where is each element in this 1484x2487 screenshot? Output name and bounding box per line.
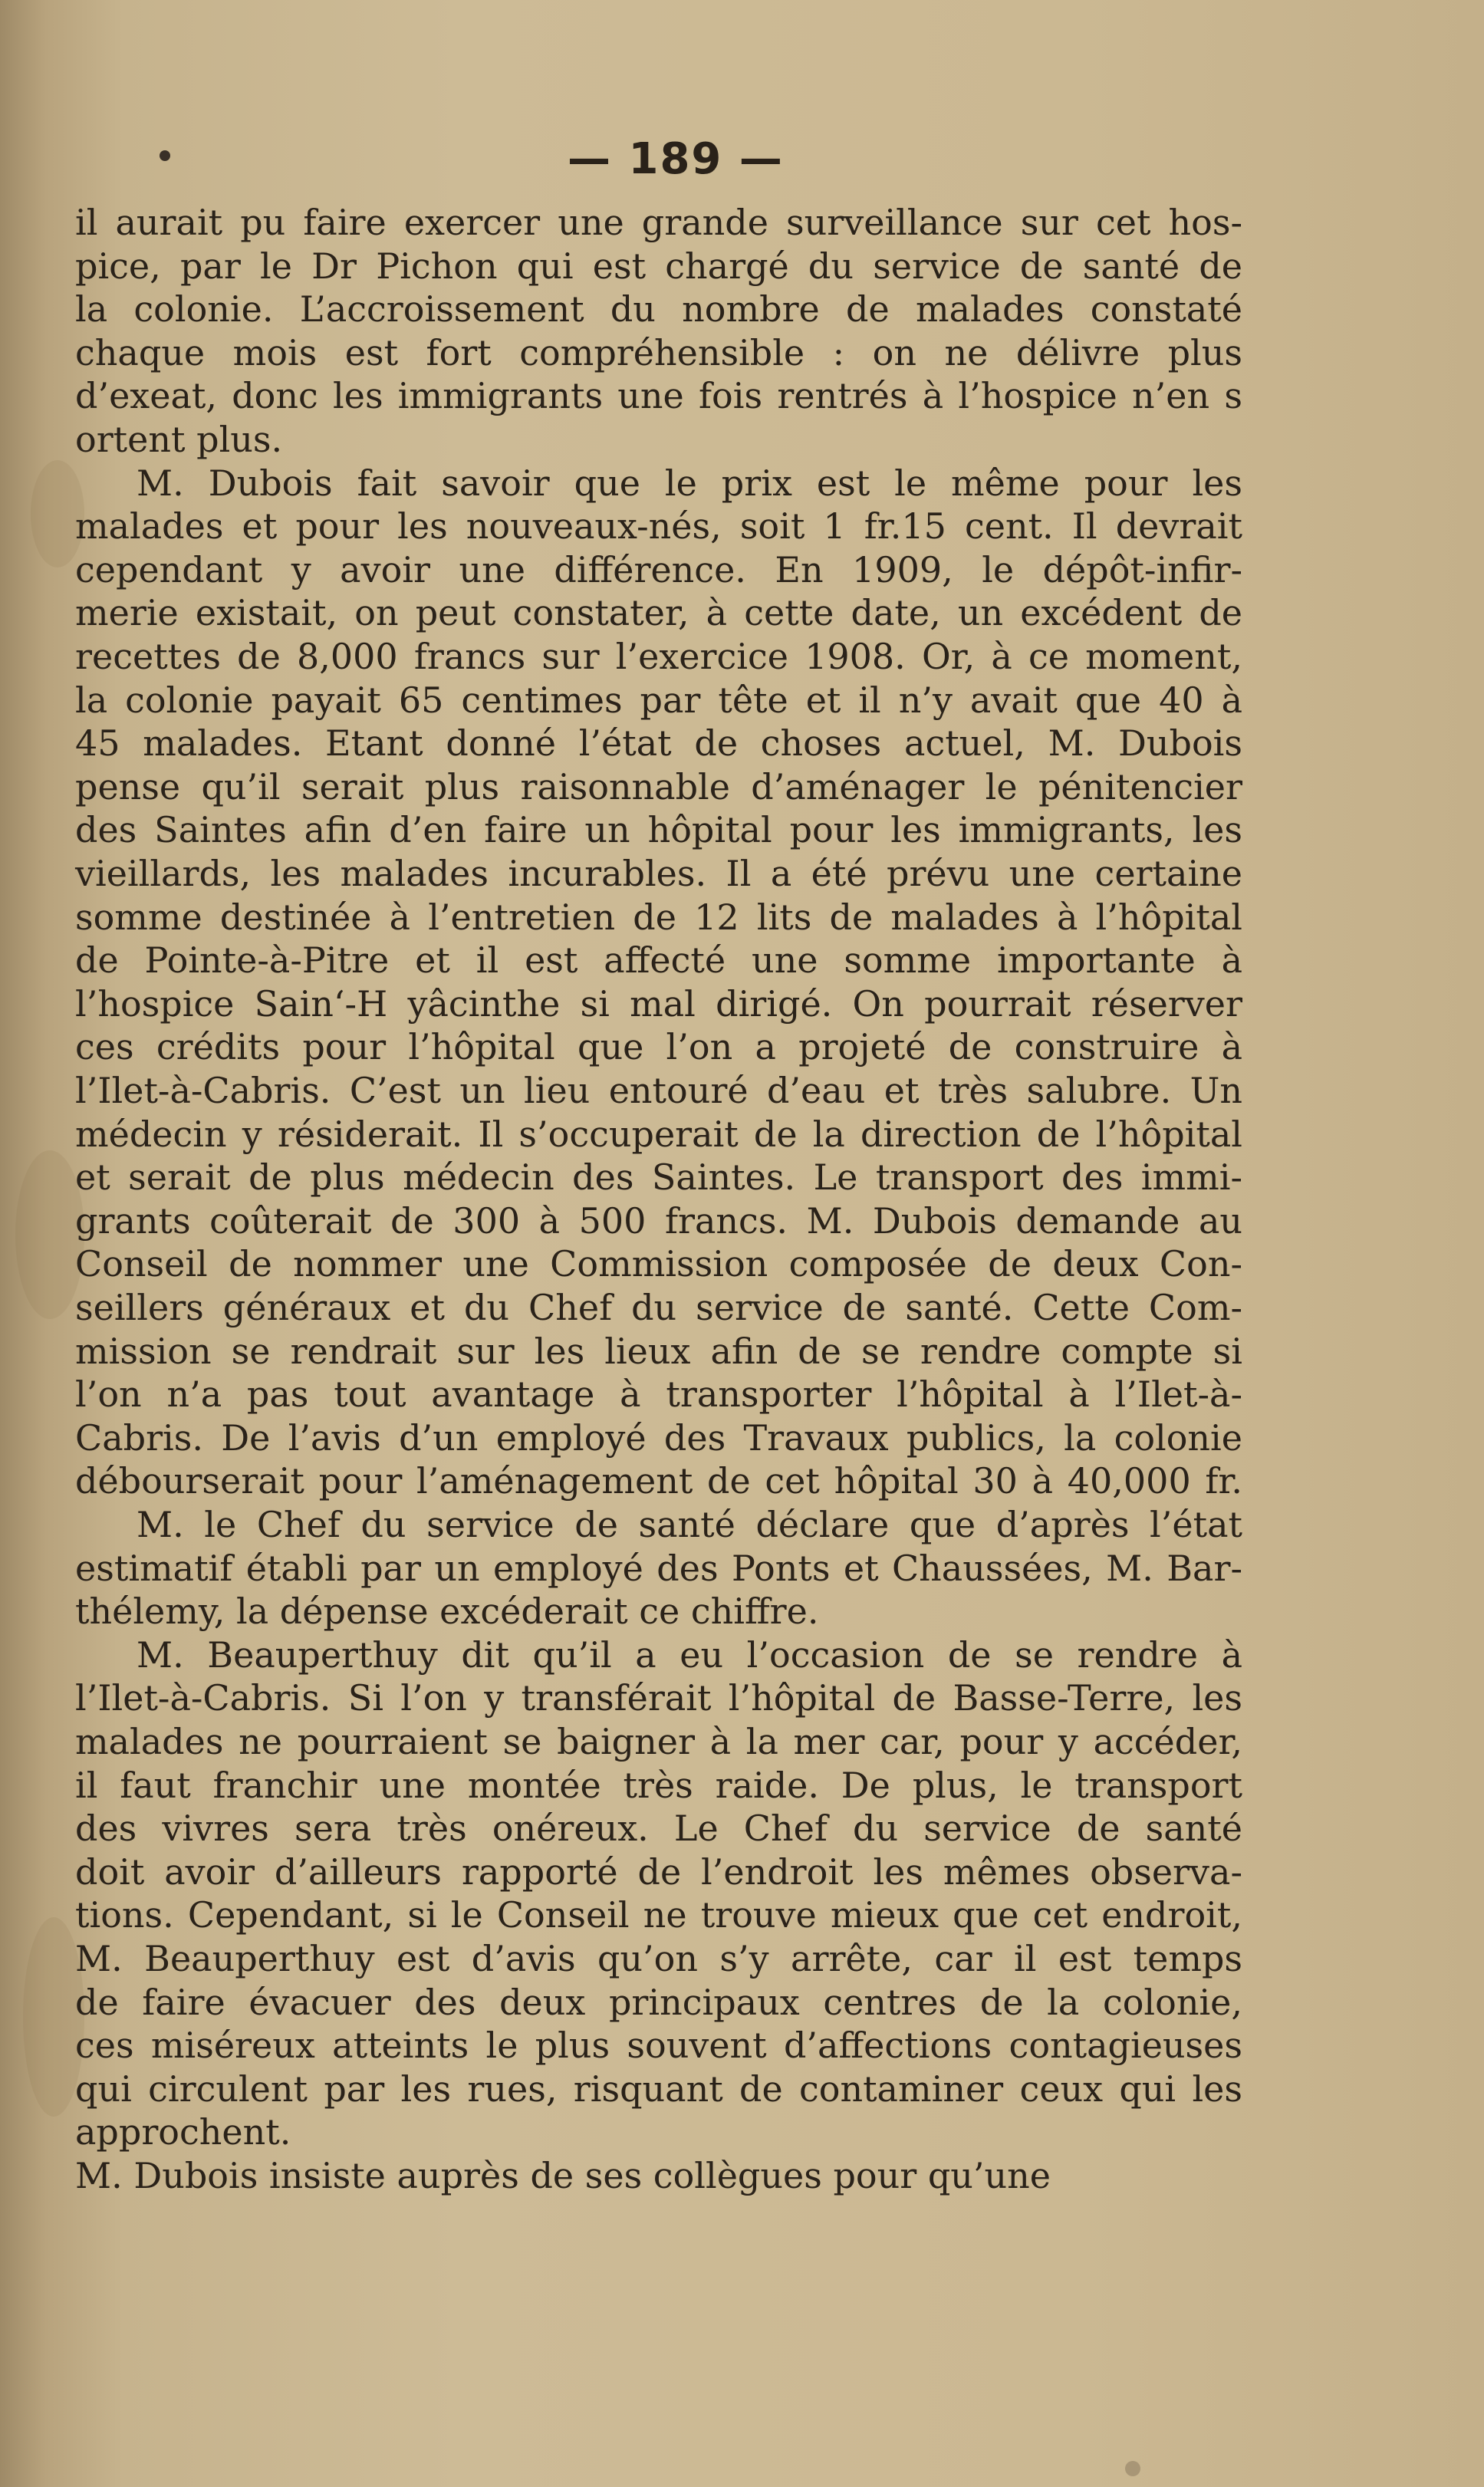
text-line: malades ne pourraient se baigner à la mer car, pour y accéder, <box>75 1721 1242 1762</box>
paper-stain <box>15 1150 84 1319</box>
text-line: cependant y avoir une différence. En 1909, le dépôt-infir- <box>75 549 1242 590</box>
text-line: il faut franchir une montée très raide. De plus, le transport <box>75 1765 1242 1806</box>
text-line: M. le Chef du service de santé déclare que d’après l’état <box>137 1504 1242 1545</box>
page-number: — 189 — <box>568 134 784 184</box>
text-line: tions. Cependant, si le Conseil ne trouve mieux que cet endroit, <box>75 1894 1242 1936</box>
text-line: doit avoir d’ailleurs rapporté de l’endroit les mêmes observa- <box>75 1851 1242 1893</box>
text-line: ces crédits pour l’hôpital que l’on a projeté de construire à <box>75 1026 1242 1068</box>
text-line: la colonie payait 65 centimes par tête et il n’y avait que 40 à <box>75 679 1242 721</box>
text-line: et serait de plus médecin des Saintes. Le transport des immi- <box>75 1156 1242 1198</box>
text-line: des Saintes afin d’en faire un hôpital pour les immigrants, les <box>75 809 1242 850</box>
text-line: d’exeat, donc les immigrants une fois rentrés à l’hospice n’en s <box>75 375 1242 416</box>
text-line: Conseil de nommer une Commission composée de deux Con- <box>75 1243 1242 1285</box>
text-line: merie existait, on peut constater, à cette date, un excédent de <box>75 592 1242 633</box>
text-line: thélemy, la dépense excéderait ce chiffre. <box>75 1591 819 1632</box>
text-line: somme destinée à l’entretien de 12 lits de malades à l’hôpital <box>75 896 1242 938</box>
text-line: qui circulent par les rues, risquant de contaminer ceux qui les <box>75 2068 1242 2110</box>
text-line: M. Beauperthuy est d’avis qu’on s’y arrête, car il est temps <box>75 1938 1242 1979</box>
text-line: malades et pour les nouveaux-nés, soit 1 fr.15 cent. Il devrait <box>75 505 1242 547</box>
text-line: approchent. <box>75 2111 291 2153</box>
text-line: seillers généraux et du Chef du service de santé. Cette Com- <box>75 1287 1242 1328</box>
text-line: ces miséreux atteints le plus souvent d’affections contagieuses <box>75 2025 1242 2066</box>
ink-speck <box>160 150 170 161</box>
text-line: il aurait pu faire exercer une grande surveillance sur cet hos- <box>75 202 1242 243</box>
text-line: chaque mois est fort compréhensible : on ne délivre plus <box>75 332 1242 373</box>
text-line: vieillards, les malades incurables. Il a été prévu une certaine <box>75 853 1242 894</box>
text-line: de faire évacuer des deux principaux centres de la colonie, <box>75 1982 1242 2023</box>
text-line: grants coûterait de 300 à 500 francs. M. Dubois demande au <box>75 1200 1242 1242</box>
ink-speck <box>1125 2461 1140 2476</box>
text-line: M. Dubois fait savoir que le prix est le même pour les <box>137 462 1242 504</box>
text-line: estimatif établi par un employé des Ponts et Chaussées, M. Bar- <box>75 1548 1242 1589</box>
text-line: pense qu’il serait plus raisonnable d’aménager le pénitencier <box>75 766 1242 808</box>
text-line: médecin y résiderait. Il s’occuperait de la direction de l’hôpital <box>75 1114 1242 1155</box>
text-line: l’on n’a pas tout avantage à transporter l’hôpital à l’Ilet-à- <box>75 1373 1242 1415</box>
text-line: débourserait pour l’aménagement de cet hôpital 30 à 40,000 fr. <box>75 1460 1242 1502</box>
text-line: recettes de 8,000 francs sur l’exercice 1908. Or, à ce moment, <box>75 636 1242 677</box>
text-line: l’Ilet-à-Cabris. C’est un lieu entouré d’eau et très salubre. Un <box>75 1070 1242 1111</box>
text-line: Cabris. De l’avis d’un employé des Travaux publics, la colonie <box>75 1417 1242 1459</box>
text-line: M. Dubois insiste auprès de ses collègues pour qu’une <box>75 2155 1051 2196</box>
text-line: 45 malades. Etant donné l’état de choses actuel, M. Dubois <box>75 722 1242 764</box>
text-line: M. Beauperthuy dit qu’il a eu l’occasion de se rendre à <box>137 1634 1242 1676</box>
text-line: de Pointe-à-Pitre et il est affecté une somme importante à <box>75 939 1242 981</box>
text-line: mission se rendrait sur les lieux afin de se rendre compte si <box>75 1331 1242 1372</box>
text-line: l’hospice Sain‘-H yâcinthe si mal dirigé. On pourrait réserver <box>75 983 1242 1025</box>
text-line: pice, par le Dr Pichon qui est chargé du service de santé de <box>75 245 1242 287</box>
text-line: des vivres sera très onéreux. Le Chef du service de santé <box>75 1808 1242 1849</box>
text-line: la colonie. L’accroissement du nombre de malades constaté <box>75 288 1242 330</box>
text-line: l’Ilet-à-Cabris. Si l’on y transférait l’hôpital de Basse-Terre, les <box>75 1677 1242 1719</box>
text-line: ortent plus. <box>75 419 283 460</box>
